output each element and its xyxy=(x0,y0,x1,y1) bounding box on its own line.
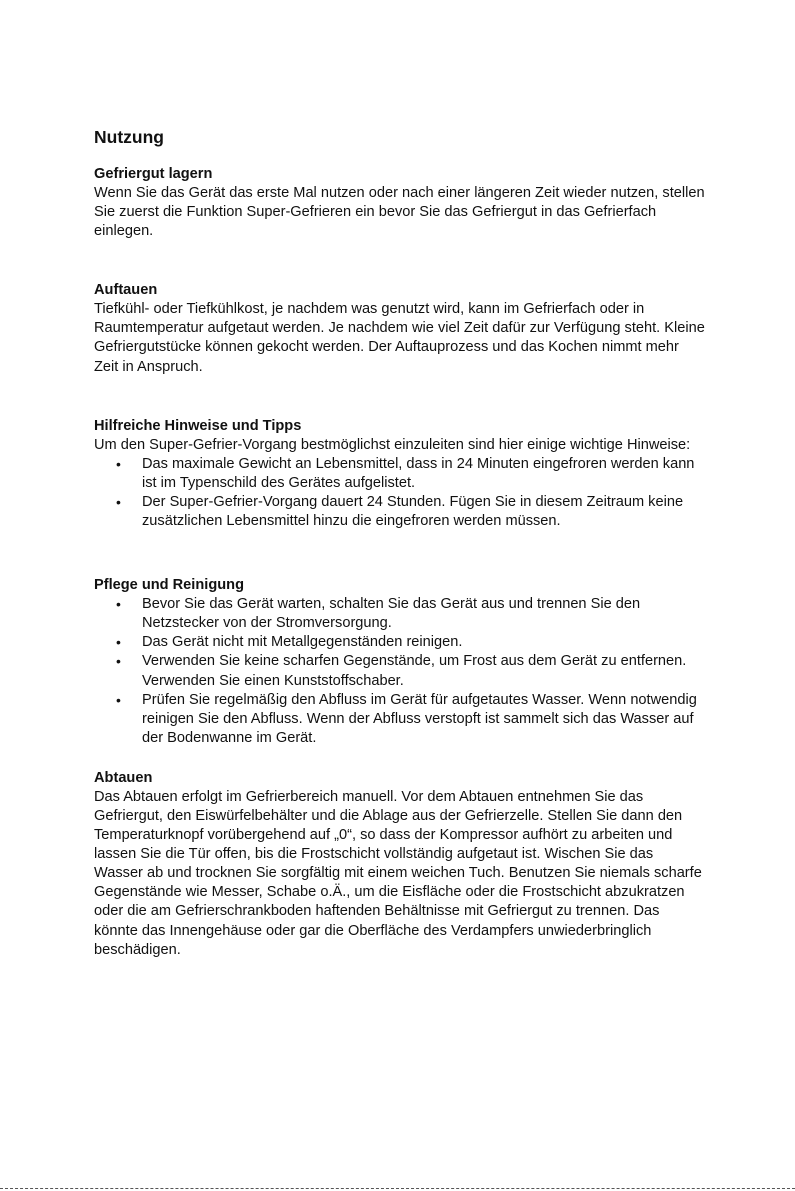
section-text: Tiefkühl- oder Tiefkühlkost, je nachdem was genutzt wird, kann im Gefrierfach oder in Raumtemperatur aufgetaut werden. Je nachdem wie viel Zeit dafür zur Verfügung steht. Kleine Gefriergutstücke können gekocht werden. Der Auftauprozess und das Kochen nimmt mehr Zeit in Anspruch. xyxy=(94,301,705,375)
section-title: Pflege und Reinigung xyxy=(94,577,244,594)
section-abtauen xyxy=(94,769,706,960)
list-item: • Prüfen Sie regelmäßig den Abfluss im Gerät für aufgetautes Wasser. Wenn notwendig reinigen Sie den Abfluss. Wenn der Abfluss verstopft ist sammelt sich das Wasser auf der Bodenwanne im Gerät. xyxy=(116,691,697,746)
bullet-icon: • xyxy=(116,634,121,651)
bullet-icon: • xyxy=(116,596,121,613)
bullet-icon: • xyxy=(116,653,121,670)
section-gefriergut-lagern xyxy=(94,165,706,241)
list-item: • Das Gerät nicht mit Metallgegenständen reinigen. xyxy=(94,633,706,652)
page-title: Nutzung xyxy=(94,127,164,147)
section-intro: Um den Super-Gefrier-Vorgang bestmöglichst einzuleiten sind hier einige wichtige Hinweise: xyxy=(94,436,691,453)
list-item: • Der Super-Gefrier-Vorgang dauert 24 Stunden. Fügen Sie in diesem Zeitraum keine zusätzlichen Lebensmittel hinzu die eingefroren werden müssen. xyxy=(116,493,684,530)
list-item: • Verwenden Sie keine scharfen Gegenstände, um Frost aus dem Gerät zu entfernen. Verwenden Sie einen Kunststoffschaber. xyxy=(116,653,687,689)
section-hinweise-tipps xyxy=(94,417,706,531)
section-title: Auftauen xyxy=(94,282,158,299)
section-title: Abtauen xyxy=(94,769,153,786)
document-page xyxy=(94,126,706,960)
bullet-list xyxy=(94,595,706,748)
section-title: Gefriergut lagern xyxy=(94,166,213,182)
section-pflege-reinigung xyxy=(94,576,706,748)
bullet-list xyxy=(94,455,706,531)
section-text: Das Abtauen erfolgt im Gefrierbereich manuell. Vor dem Abtauen entnehmen Sie das Gefriergut, den Eiswürfelbehälter und die Ablage aus der Gefrierzelle. Stellen Sie dann den Temperaturknopf vorübergehend auf „0“, so dass der Kompressor aufhört zu arbeiten und lassen Sie die Tür offen, bis die Frostschicht vollständig aufgetaut ist. Wischen Sie das Wasser ab und trocknen Sie sorgfältig mit einem weichen Tuch. Benutzen Sie niemals scharfe Gegenstände wie Messer, Schabe o.Ä., um die Eisfläche oder die Frostschicht abzukratzen oder die am Gefrierschrankboden haftenden Behältnisse mit Gefriergut zu trennen. Das könnte das Innengehäuse oder gar die Oberfläche des Verdampfers unwiederbringlich beschädigen. xyxy=(94,788,702,958)
section-auftauen xyxy=(94,281,706,376)
list-item: • Bevor Sie das Gerät warten, schalten Sie das Gerät aus und trennen Sie den Netzstecker von der Stromversorgung. xyxy=(116,596,641,632)
bullet-icon: • xyxy=(116,691,121,708)
bullet-icon: • xyxy=(116,493,121,510)
section-text: Wenn Sie das Gerät das erste Mal nutzen oder nach einer längeren Zeit wieder nutzen, stellen Sie zuerst die Funktion Super-Gefrieren ein bevor Sie das Gefriergut in das Gefrierfach einlegen. xyxy=(94,185,705,240)
section-title: Hilfreiche Hinweise und Tipps xyxy=(94,417,302,434)
list-item: • Das maximale Gewicht an Lebensmittel, dass in 24 Minuten eingefroren werden kann ist im Typenschild des Gerätes aufgelistet. xyxy=(116,455,695,491)
bullet-icon: • xyxy=(116,455,121,472)
